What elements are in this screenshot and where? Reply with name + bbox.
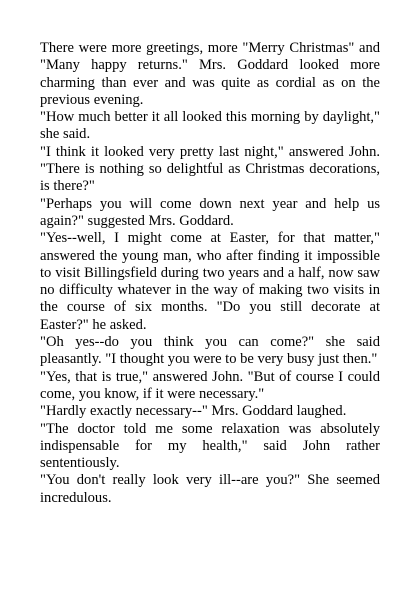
paragraph: "Hardly exactly necessary--" Mrs. Goddard laughed. [40, 403, 347, 420]
paragraph: "Perhaps you will come down next year and help us again?" suggested Mrs. Goddard. [40, 195, 380, 229]
book-page-text [40, 40, 380, 507]
paragraph: "Yes--well, I might come at Easter, for that matter," answered the young man, who after finding it impossible to visit Billingsfield during two years and a half, now saw no difficulty whatever in the way of making two visits in the course of six months. "Do you still decorate at Easter?" he asked. [40, 230, 380, 333]
paragraph: "Oh yes--do you think you can come?" she said pleasantly. "I thought you were to be very busy just then." [40, 334, 380, 368]
paragraph: "You don't really look very ill--are you?" She seemed incredulous. [40, 472, 380, 506]
paragraph: "I think it looked very pretty last night," answered John. "There is nothing so delightful as Christmas decorations, is there?" [40, 143, 380, 195]
paragraph: "Yes, that is true," answered John. "But of course I could come, you know, if it were necessary." [40, 368, 380, 402]
paragraph: "The doctor told me some relaxation was absolutely indispensable for my health," said John rather sententiously. [40, 420, 380, 472]
paragraph: There were more greetings, more "Merry Christmas" and "Many happy returns." Mrs. Goddard looked more charming than ever and was quite as cordial as on the previous evening. [40, 40, 380, 108]
paragraph: "How much better it all looked this morning by daylight," she said. [40, 109, 380, 143]
